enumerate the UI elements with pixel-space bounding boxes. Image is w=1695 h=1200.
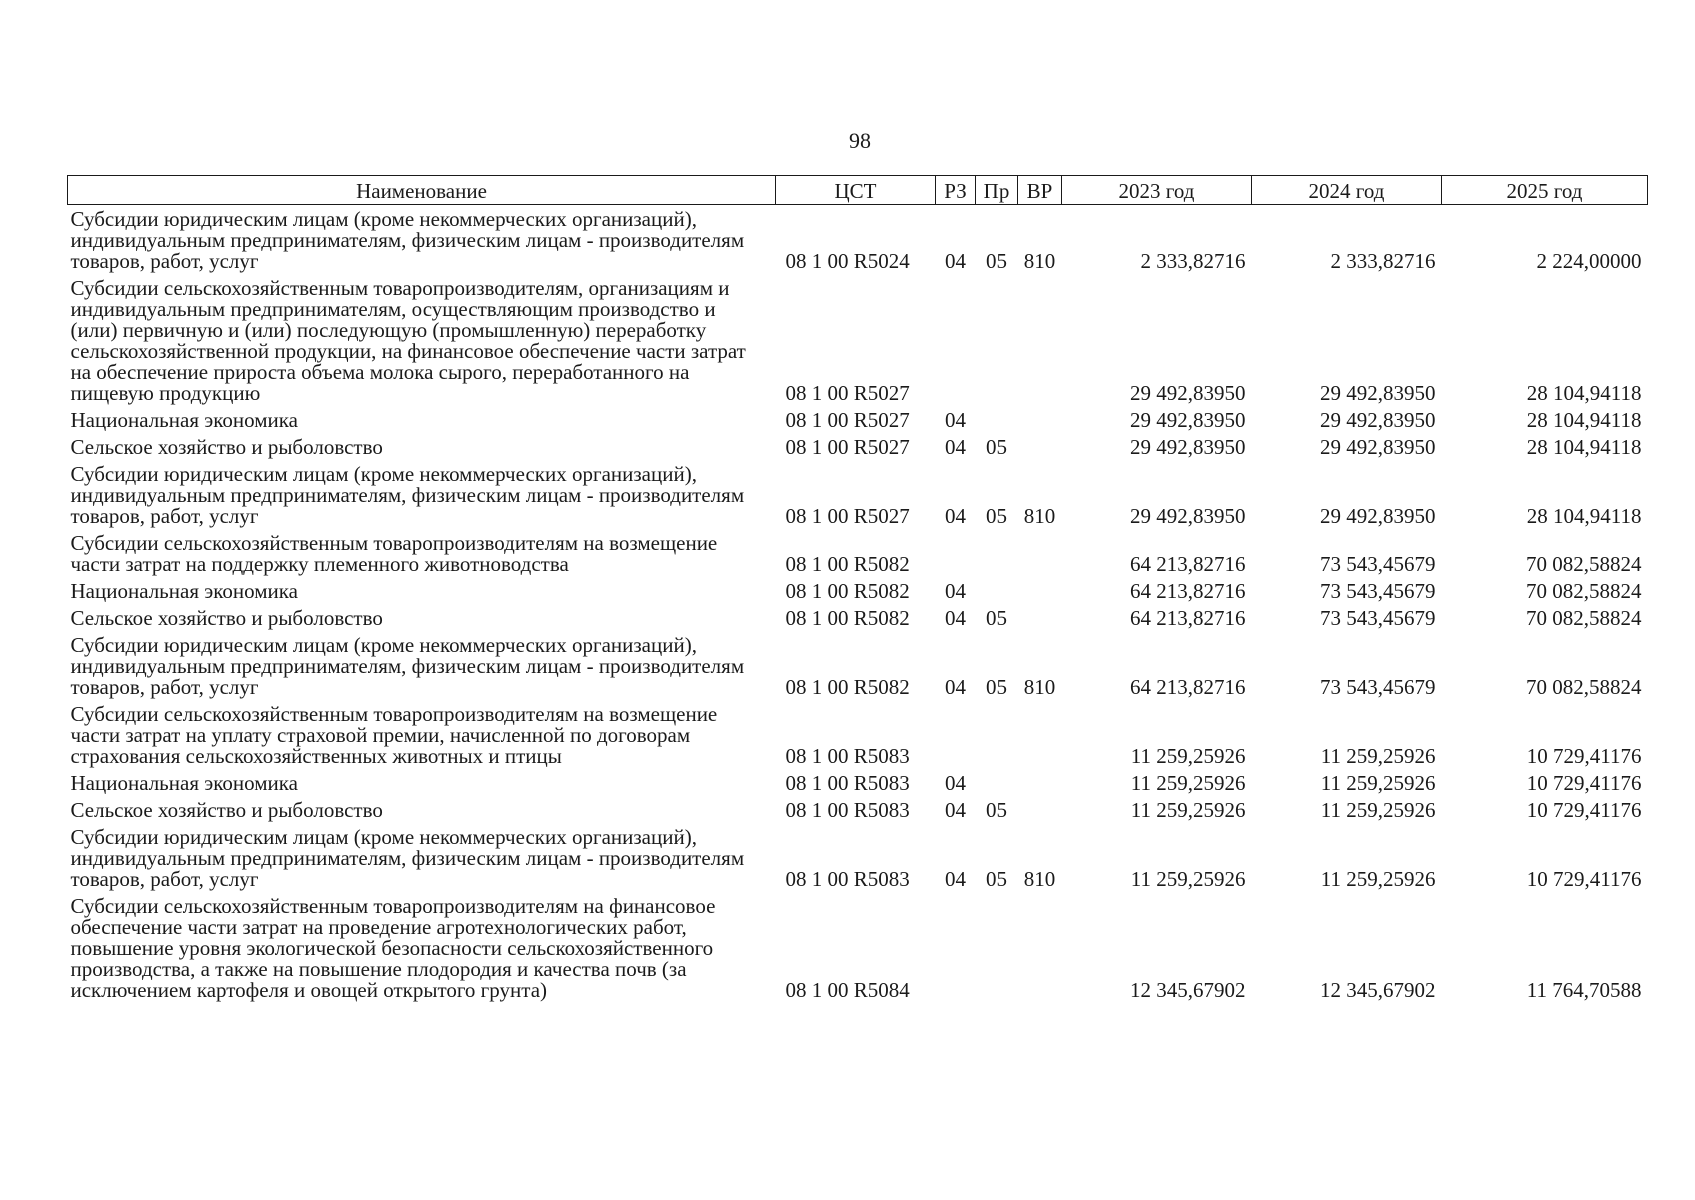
cell-vr (1018, 604, 1062, 631)
cell-vr (1018, 700, 1062, 769)
table-row (68, 274, 1648, 406)
cell-name: Субсидии юридическим лицам (кроме некоммерческих организаций), индивидуальным предпринимателям, физическим лицам - производителям товаров, работ, услуг (70, 207, 745, 273)
cell-pr: 05 (986, 867, 1007, 891)
cell-vr (1018, 769, 1062, 796)
table-row (68, 205, 1648, 275)
cell-y2025: 70 082,58824 (1526, 552, 1642, 576)
cell-name: Сельское хозяйство и рыболовство (70, 606, 383, 630)
cell-y2023: 11 259,25926 (1130, 771, 1246, 795)
cell-rz: 04 (945, 798, 966, 822)
cell-cst: 08 1 00 R5082 (785, 606, 910, 630)
cell-rz (936, 700, 976, 769)
table-row (68, 631, 1648, 700)
header-cst: ЦСТ (776, 176, 936, 205)
cell-rz: 04 (945, 249, 966, 273)
header-vr: ВР (1018, 176, 1062, 205)
cell-pr (976, 892, 1018, 1003)
cell-pr: 05 (986, 675, 1007, 699)
cell-vr: 810 (1023, 249, 1056, 273)
cell-pr (976, 274, 1018, 406)
cell-vr: 810 (1023, 675, 1056, 699)
cell-y2023: 29 492,83950 (1130, 504, 1246, 528)
cell-pr: 05 (986, 798, 1007, 822)
cell-y2024: 11 259,25926 (1320, 771, 1436, 795)
table-row (68, 433, 1648, 460)
header-name: Наименование (68, 176, 776, 205)
cell-name: Национальная экономика (70, 771, 298, 795)
cell-cst: 08 1 00 R5083 (785, 771, 910, 795)
cell-y2024: 73 543,45679 (1320, 579, 1436, 603)
cell-y2024: 12 345,67902 (1320, 978, 1436, 1002)
cell-rz: 04 (945, 675, 966, 699)
cell-y2025: 11 764,70588 (1526, 978, 1642, 1002)
cell-vr (1018, 577, 1062, 604)
table-row (68, 700, 1648, 769)
cell-y2024: 73 543,45679 (1320, 675, 1436, 699)
cell-pr: 05 (986, 504, 1007, 528)
cell-rz (936, 892, 976, 1003)
table-row (68, 529, 1648, 577)
cell-y2025: 70 082,58824 (1526, 579, 1642, 603)
cell-name: Субсидии сельскохозяйственным товаропроизводителям на возмещение части затрат на уплату страховой премии, начисленной по договорам страхования сельскохозяйственных животных и птицы (70, 702, 718, 768)
cell-y2023: 64 213,82716 (1130, 552, 1246, 576)
table-row (68, 460, 1648, 529)
cell-y2024: 29 492,83950 (1320, 435, 1436, 459)
cell-y2023: 29 492,83950 (1130, 408, 1246, 432)
cell-cst: 08 1 00 R5082 (785, 675, 910, 699)
header-2024: 2024 год (1252, 176, 1442, 205)
cell-y2023: 29 492,83950 (1130, 435, 1246, 459)
cell-pr (976, 529, 1018, 577)
cell-rz: 04 (945, 606, 966, 630)
cell-y2024: 2 333,82716 (1330, 249, 1436, 273)
table-row (68, 769, 1648, 796)
table-row (68, 823, 1648, 892)
cell-rz: 04 (945, 579, 966, 603)
cell-cst: 08 1 00 R5084 (785, 978, 910, 1002)
cell-rz: 04 (945, 867, 966, 891)
cell-vr (1018, 274, 1062, 406)
budget-table (67, 175, 1648, 1003)
cell-y2023: 29 492,83950 (1130, 381, 1246, 405)
cell-cst: 08 1 00 R5027 (785, 408, 910, 432)
cell-name: Субсидии сельскохозяйственным товаропроизводителям, организациям и индивидуальным предпринимателям, осуществляющим производство и (или) первичную и (или) последующую (промышленную) переработку сельскохозяйственной продукции, на финансовое обеспечение части затрат на обеспечение прироста объема молока сырого, переработанного на пищевую продукцию (70, 276, 746, 405)
cell-pr (976, 406, 1018, 433)
header-2023: 2023 год (1062, 176, 1252, 205)
cell-name: Национальная экономика (70, 408, 298, 432)
cell-vr (1018, 892, 1062, 1003)
cell-rz: 04 (945, 771, 966, 795)
cell-y2025: 10 729,41176 (1526, 744, 1642, 768)
cell-pr (976, 577, 1018, 604)
table-row (68, 406, 1648, 433)
cell-y2024: 29 492,83950 (1320, 504, 1436, 528)
cell-y2023: 11 259,25926 (1130, 798, 1246, 822)
cell-cst: 08 1 00 R5083 (785, 744, 910, 768)
cell-y2025: 28 104,94118 (1526, 504, 1642, 528)
cell-cst: 08 1 00 R5083 (785, 798, 910, 822)
cell-pr (976, 769, 1018, 796)
cell-pr: 05 (986, 606, 1007, 630)
cell-y2024: 73 543,45679 (1320, 552, 1436, 576)
header-2025: 2025 год (1442, 176, 1648, 205)
cell-y2025: 70 082,58824 (1526, 606, 1642, 630)
cell-pr: 05 (986, 435, 1007, 459)
table-row (68, 796, 1648, 823)
page-number: 98 (849, 128, 871, 153)
cell-pr (976, 700, 1018, 769)
cell-name: Национальная экономика (70, 579, 298, 603)
cell-cst: 08 1 00 R5082 (785, 552, 910, 576)
header-pr: Пр (976, 176, 1018, 205)
cell-cst: 08 1 00 R5082 (785, 579, 910, 603)
table-header-row (68, 176, 1648, 205)
cell-name: Субсидии сельскохозяйственным товаропроизводителям на возмещение части затрат на поддержку племенного животноводства (70, 531, 718, 576)
cell-vr (1018, 433, 1062, 460)
cell-vr (1018, 406, 1062, 433)
cell-rz: 04 (945, 408, 966, 432)
cell-y2024: 11 259,25926 (1320, 867, 1436, 891)
cell-rz (936, 529, 976, 577)
cell-cst: 08 1 00 R5027 (785, 381, 910, 405)
cell-vr (1018, 529, 1062, 577)
cell-y2023: 11 259,25926 (1130, 867, 1246, 891)
cell-y2023: 12 345,67902 (1130, 978, 1246, 1002)
cell-y2025: 10 729,41176 (1526, 771, 1642, 795)
cell-name: Субсидии юридическим лицам (кроме некоммерческих организаций), индивидуальным предпринимателям, физическим лицам - производителям товаров, работ, услуг (70, 825, 745, 891)
cell-name: Сельское хозяйство и рыболовство (70, 798, 383, 822)
cell-y2023: 64 213,82716 (1130, 675, 1246, 699)
cell-y2025: 28 104,94118 (1526, 381, 1642, 405)
cell-vr: 810 (1023, 867, 1056, 891)
cell-y2024: 11 259,25926 (1320, 798, 1436, 822)
table-row (68, 577, 1648, 604)
cell-pr: 05 (986, 249, 1007, 273)
header-rz: РЗ (936, 176, 976, 205)
cell-y2023: 64 213,82716 (1130, 606, 1246, 630)
cell-name: Субсидии сельскохозяйственным товаропроизводителям на финансовое обеспечение части затрат на проведение агротехнологических работ, повышение уровня экологической безопасности сельскохозяйственного производства, а также на повышение плодородия и качества почв (за исключением картофеля и овощей открытого грунта) (70, 894, 716, 1002)
cell-y2025: 28 104,94118 (1526, 435, 1642, 459)
cell-y2025: 28 104,94118 (1526, 408, 1642, 432)
cell-y2023: 64 213,82716 (1130, 579, 1246, 603)
cell-y2025: 10 729,41176 (1526, 867, 1642, 891)
table-row (68, 892, 1648, 1003)
cell-y2025: 10 729,41176 (1526, 798, 1642, 822)
cell-rz: 04 (945, 504, 966, 528)
table-body (68, 205, 1648, 1004)
cell-y2025: 70 082,58824 (1526, 675, 1642, 699)
cell-rz: 04 (945, 435, 966, 459)
cell-rz (936, 274, 976, 406)
cell-y2024: 29 492,83950 (1320, 381, 1436, 405)
cell-vr (1018, 796, 1062, 823)
cell-name: Сельское хозяйство и рыболовство (70, 435, 383, 459)
cell-vr: 810 (1023, 504, 1056, 528)
cell-y2024: 29 492,83950 (1320, 408, 1436, 432)
cell-cst: 08 1 00 R5024 (785, 249, 910, 273)
cell-y2024: 73 543,45679 (1320, 606, 1436, 630)
cell-cst: 08 1 00 R5027 (785, 435, 910, 459)
cell-name: Субсидии юридическим лицам (кроме некоммерческих организаций), индивидуальным предпринимателям, физическим лицам - производителям товаров, работ, услуг (70, 633, 745, 699)
cell-name: Субсидии юридическим лицам (кроме некоммерческих организаций), индивидуальным предпринимателям, физическим лицам - производителям товаров, работ, услуг (70, 462, 745, 528)
table-row (68, 604, 1648, 631)
cell-y2024: 11 259,25926 (1320, 744, 1436, 768)
cell-y2023: 11 259,25926 (1130, 744, 1246, 768)
cell-cst: 08 1 00 R5027 (785, 504, 910, 528)
cell-y2025: 2 224,00000 (1536, 249, 1642, 273)
cell-y2023: 2 333,82716 (1140, 249, 1246, 273)
cell-cst: 08 1 00 R5083 (785, 867, 910, 891)
